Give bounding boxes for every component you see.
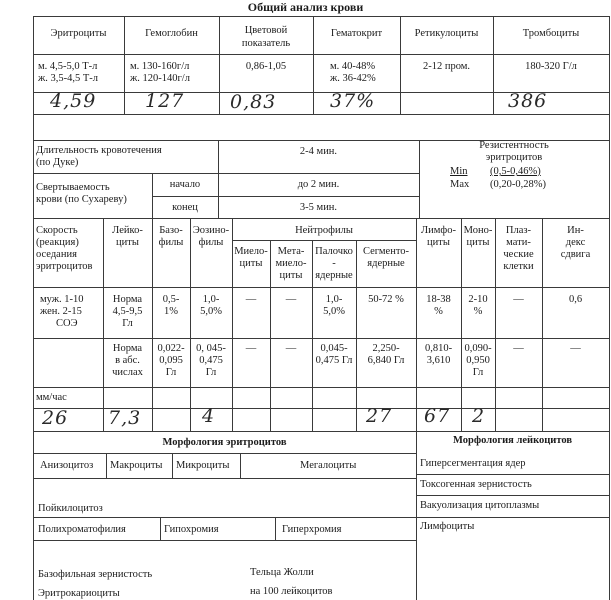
header-monocytes-1: Моно- [463, 225, 493, 236]
norm-pct-leukocytes-2: 4,5-9,5 [112, 306, 143, 317]
result-erythrocytes: 4,59 [50, 90, 97, 112]
norm-abs-leukocytes-1: Норма [112, 343, 143, 354]
microcytes-label: Микроциты [176, 460, 230, 471]
norm-pct-monocytes-1: 2-10 [468, 294, 488, 305]
header-esr-1: Скорость [36, 225, 78, 236]
header-plasma-2: мати- [506, 237, 531, 248]
header-shift-2: декс [565, 237, 586, 248]
norm-abs-eosinophils-1: 0, 045- [196, 343, 226, 354]
leuko-morph-title: Морфология лейкоцитов [452, 435, 573, 446]
header-plasma-1: Плаз- [505, 225, 532, 236]
header-esr-2: (реакция) [36, 237, 79, 248]
hypersegmentation-label: Гиперсегментация ядер [420, 458, 526, 469]
coagulation-end-norm: 3-5 мин. [299, 202, 338, 213]
norm-hematocrit-f: ж. 36-42% [330, 73, 376, 84]
norm-pct-basophils-2: 1% [164, 306, 178, 317]
per-100-leukocytes-label: на 100 лейкоцитов [250, 586, 333, 597]
result-color-index: 0,83 [230, 91, 277, 113]
norm-abs-plasma: — [513, 343, 524, 354]
norm-pct-band-1: 1,0- [325, 294, 343, 305]
norm-abs-basophils-3: Гл [165, 367, 177, 378]
norm-erythrocytes-m: м. 4,5-5,0 Т-л [38, 61, 98, 72]
toxic-granularity-label: Токсогенная зернистость [420, 479, 532, 490]
header-erythrocytes: Эритроциты [50, 28, 107, 39]
header-segmented-1: Сегменто- [362, 246, 410, 257]
header-metamyelocytes-1: Мета- [277, 246, 305, 257]
anisocytosis-label: Анизоцитоз [40, 460, 94, 471]
norm-hemoglobin-m: м. 130-160г/л [130, 61, 190, 72]
header-lymphocytes-1: Лимфо- [421, 225, 456, 236]
resistance-max-value: (0,20-0,28%) [490, 179, 546, 190]
norm-pct-myelocytes: — [245, 294, 257, 305]
norm-abs-shift: — [570, 343, 581, 354]
header-hematocrit: Гематокрит [330, 28, 383, 39]
coagulation-label-2: крови (по Сухареву) [36, 194, 127, 205]
coagulation-label-1: Свертываемость [36, 182, 110, 193]
header-color-index-1: Цветовой [244, 25, 288, 36]
norm-abs-monocytes-1: 0,090- [464, 343, 492, 354]
norm-abs-lymphocytes-2: 3,610 [426, 355, 451, 366]
header-metamyelocytes-3: циты [279, 270, 303, 281]
norm-abs-metamyelocytes: — [285, 343, 297, 354]
header-leukocytes-2: циты [116, 237, 139, 248]
header-esr-4: эритроцитов [36, 261, 93, 272]
header-eosinophils-2: филы [198, 237, 224, 248]
result-hemoglobin: 127 [145, 90, 185, 112]
norm-abs-eosinophils-2: 0,475 [199, 355, 223, 366]
hyperchromia-label: Гиперхромия [282, 524, 342, 535]
norm-color-index: 0,86-1,05 [245, 61, 287, 72]
norm-abs-monocytes-2: 0,950 [466, 355, 490, 366]
norm-abs-leukocytes-3: числах [112, 367, 143, 378]
header-neutrophils: Нейтрофилы [295, 225, 353, 236]
norm-hemoglobin-f: ж. 120-140г/л [130, 73, 190, 84]
bleeding-norm: 2-4 мин. [299, 146, 338, 157]
resistance-title-1: Резистентность [479, 140, 549, 151]
megalocytes-label: Мегалоциты [300, 460, 357, 471]
norm-pct-band-2: 5,0% [323, 306, 345, 317]
resistance-min-label: Min [450, 166, 468, 177]
norm-abs-eosinophils-3: Гл [205, 367, 217, 378]
polychromatophilia-label: Полихроматофилия [38, 524, 126, 535]
header-hemoglobin: Гемоглобин [145, 28, 198, 39]
norm-pct-lymphocytes-1: 18-38 [426, 294, 451, 305]
erythro-morph-title: Морфология эритроцитов [162, 437, 287, 448]
result-eosinophils: 4 [202, 405, 216, 427]
header-color-index-2: показатель [241, 38, 291, 49]
norm-abs-band-2: 0,475 Гл [315, 355, 353, 366]
header-plasma-4: клетки [503, 261, 534, 272]
norm-platelets: 180-320 Г/л [525, 61, 577, 72]
header-band-2: - [332, 258, 336, 269]
esr-unit: мм/час [36, 392, 67, 403]
norm-pct-metamyelocytes: — [285, 294, 297, 305]
resistance-min-value: (0,5-0,46%) [490, 166, 541, 177]
norm-pct-eosinophils-2: 5,0% [200, 306, 222, 317]
header-myelocytes-2: циты [239, 258, 263, 269]
header-shift-3: сдвига [560, 249, 591, 260]
macrocytes-label: Макроциты [110, 460, 163, 471]
bleeding-label-1: Длительность кровотечения [36, 145, 162, 156]
result-esr: 26 [42, 407, 69, 429]
norm-abs-leukocytes-2: в абс. [115, 355, 140, 366]
norm-hematocrit-m: м. 40-48% [330, 61, 376, 72]
norm-abs-lymphocytes-1: 0,810- [424, 343, 453, 354]
result-hematocrit: 37% [330, 90, 376, 112]
erythrokaryocytes-label: Эритрокариоциты [38, 588, 120, 599]
norm-abs-band-1: 0,045- [320, 343, 348, 354]
header-band-3: ядерные [315, 270, 353, 281]
norm-abs-monocytes-3: Гл [472, 367, 484, 378]
hypochromia-label: Гипохромия [164, 524, 219, 535]
lymphocytes-morph-label: Лимфоциты [420, 521, 475, 532]
norm-pct-lymphocytes-2: % [434, 306, 443, 317]
result-leukocytes: 7,3 [108, 407, 142, 429]
norm-pct-esr-2: жен. 2-15 [40, 306, 82, 317]
norm-pct-segmented: 50-72 % [368, 294, 404, 305]
norm-abs-myelocytes: — [245, 343, 257, 354]
header-leukocytes-1: Лейко- [112, 225, 143, 236]
result-segmented: 27 [366, 405, 393, 427]
header-plasma-3: ческие [503, 249, 534, 260]
header-lymphocytes-2: циты [427, 237, 450, 248]
result-monocytes: 2 [472, 405, 486, 427]
result-platelets: 386 [508, 90, 548, 112]
norm-pct-leukocytes-3: Гл [122, 318, 133, 329]
header-segmented-2: ядерные [367, 258, 405, 269]
norm-pct-monocytes-2: % [473, 306, 483, 317]
coagulation-end-label: конец [172, 202, 198, 213]
header-platelets: Тромбоциты [522, 28, 580, 39]
poikilocytosis-label: Пойкилоцитоз [38, 503, 103, 514]
norm-abs-basophils-2: 0,095 [159, 355, 183, 366]
norm-abs-basophils-1: 0,022- [157, 343, 185, 354]
result-lymphocytes: 67 [424, 405, 451, 427]
norm-pct-basophils-1: 0,5- [162, 294, 180, 305]
header-basophils-1: Базо- [159, 225, 183, 236]
norm-pct-shift: 0,6 [568, 294, 583, 305]
coagulation-start-norm: до 2 мин. [297, 179, 340, 190]
vacuolization-label: Вакуолизация цитоплазмы [420, 500, 540, 511]
header-myelocytes-1: Миело- [234, 246, 268, 257]
bleeding-label-2: (по Дуке) [36, 157, 79, 168]
page-title: Общий анализ крови [247, 0, 364, 14]
norm-pct-esr-3: СОЭ [56, 318, 78, 329]
header-esr-3: оседания [36, 249, 77, 260]
jolly-bodies-label: Тельца Жолли [250, 567, 314, 578]
header-band-1: Палочко [315, 246, 353, 257]
header-monocytes-2: циты [466, 237, 490, 248]
header-eosinophils-1: Эозино- [192, 225, 230, 236]
norm-pct-eosinophils-1: 1,0- [202, 294, 220, 305]
resistance-max-label: Max [450, 179, 470, 190]
norm-pct-leukocytes-1: Норма [112, 294, 143, 305]
coagulation-start-label: начало [169, 179, 201, 190]
norm-erythrocytes-f: ж. 3,5-4,5 Т-л [38, 73, 99, 84]
header-metamyelocytes-2: миело- [275, 258, 307, 269]
norm-abs-segmented-2: 6,840 Гл [367, 355, 405, 366]
header-basophils-2: филы [158, 237, 184, 248]
header-shift-1: Ин- [567, 225, 584, 236]
basophilic-granularity-label: Базофильная зернистость [38, 569, 153, 580]
norm-pct-plasma: — [513, 294, 524, 305]
header-reticulocytes: Ретикулоциты [414, 28, 479, 39]
norm-reticulocytes: 2-12 пром. [422, 61, 471, 72]
norm-abs-segmented-1: 2,250- [372, 343, 400, 354]
resistance-title-2: эритроцитов [485, 152, 543, 163]
norm-pct-esr-1: муж. 1-10 [40, 294, 84, 305]
